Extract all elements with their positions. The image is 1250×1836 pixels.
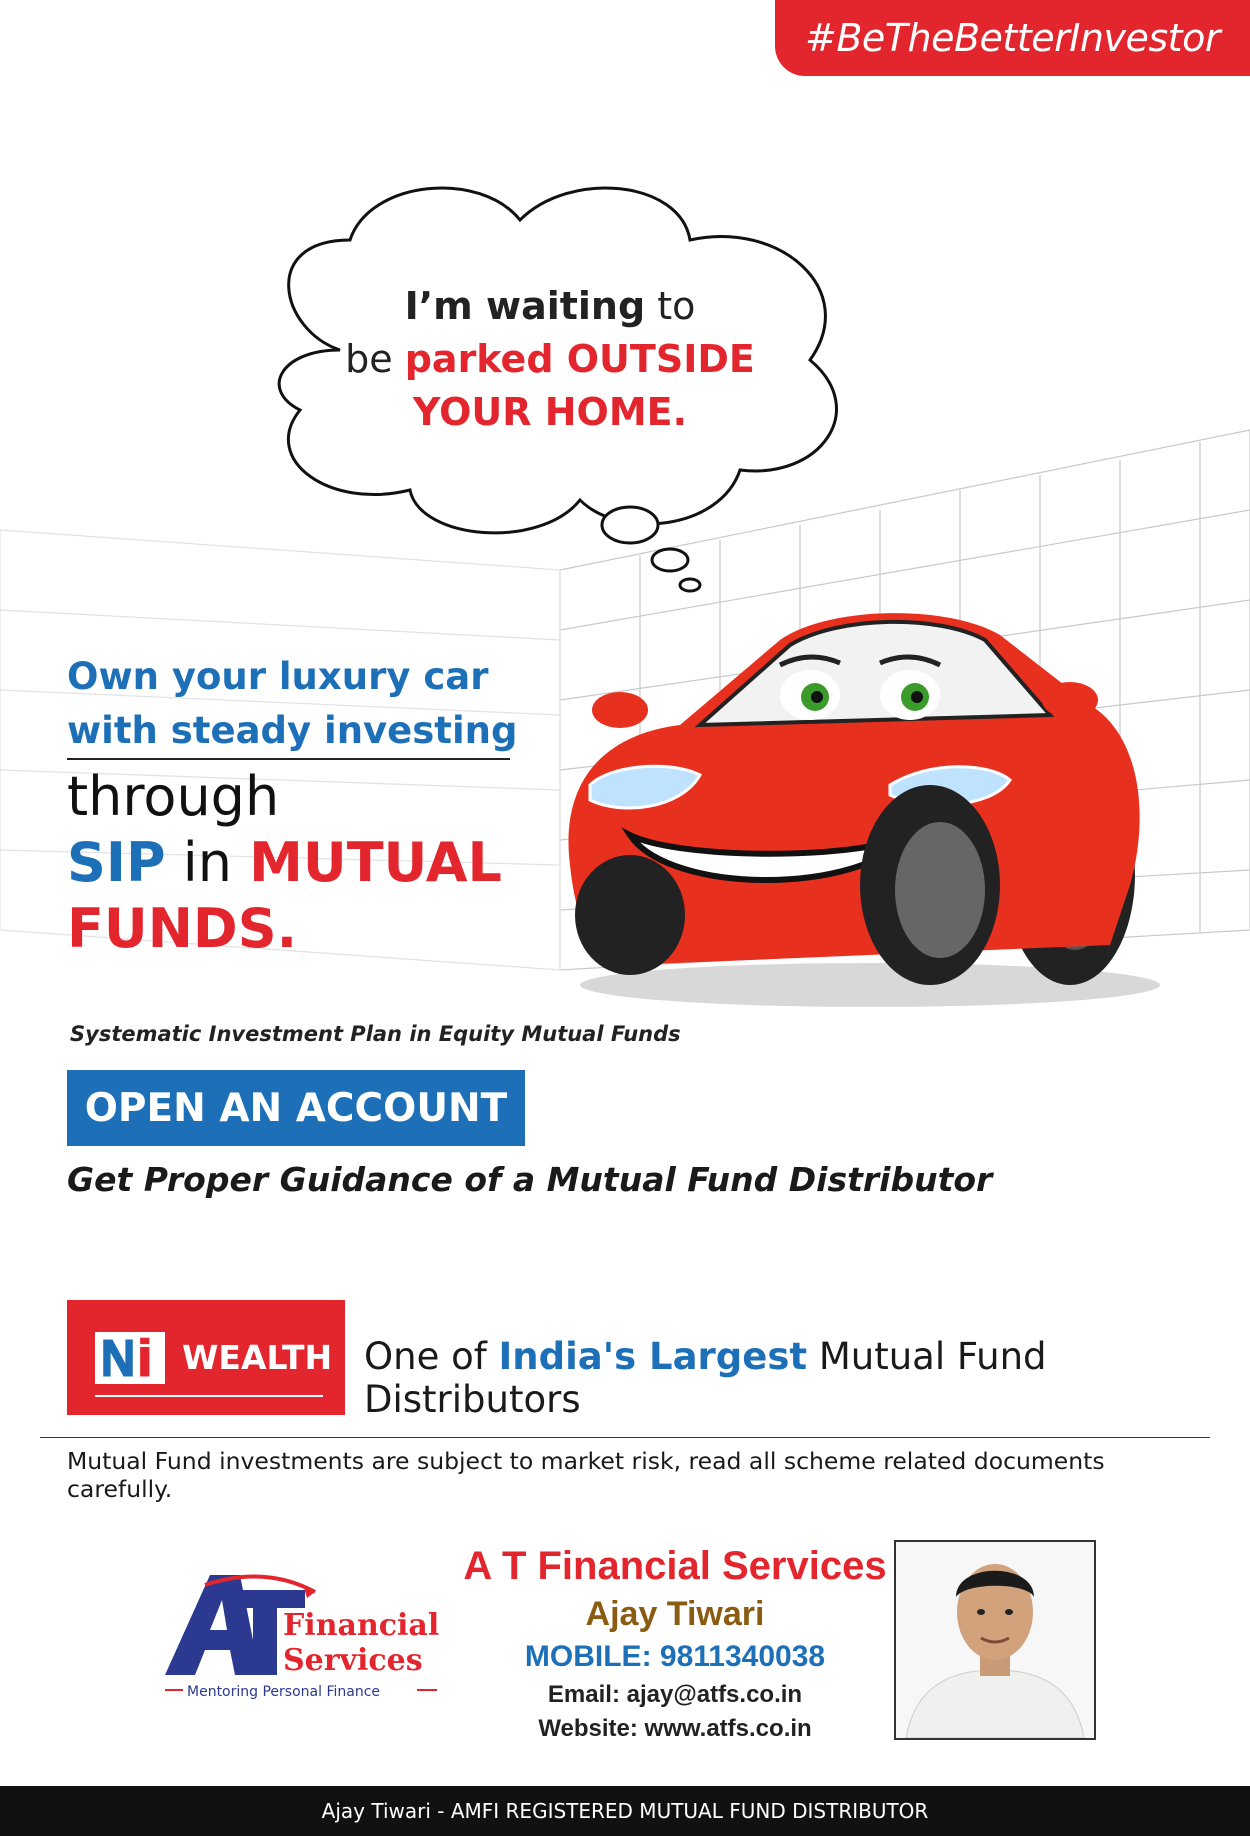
firm-name: A T Financial Services bbox=[463, 1544, 887, 1588]
person-name: Ajay Tiwari bbox=[585, 1595, 765, 1633]
nj-tag-highlight: India's Largest bbox=[498, 1335, 808, 1378]
bubble-to: to bbox=[645, 284, 696, 328]
person-portrait-icon bbox=[896, 1542, 1094, 1738]
bubble-parked: parked OUTSIDE bbox=[404, 337, 755, 381]
nj-wealth-logo bbox=[67, 1300, 345, 1415]
nj-underline bbox=[95, 1395, 323, 1397]
open-account-button[interactable]: OPEN AN ACCOUNT bbox=[67, 1070, 525, 1146]
sip-note: Systematic Investment Plan in Equity Mutual Funds bbox=[70, 1022, 681, 1046]
headline-line1: Own your luxury car bbox=[67, 655, 489, 698]
headline-mutual: MUTUAL bbox=[249, 831, 502, 894]
headline-divider bbox=[67, 758, 510, 760]
at-financial-services-logo bbox=[165, 1570, 450, 1710]
disclaimer-text: Mutual Fund investments are subject to market risk, read all scheme related documents carefully. bbox=[67, 1447, 1105, 1503]
headline-own-car bbox=[67, 650, 527, 758]
guidance-text: Get Proper Guidance of a Mutual Fund Distributor bbox=[67, 1160, 993, 1199]
headline-line2: with steady investing bbox=[67, 709, 518, 752]
nj-tag-start: One of bbox=[364, 1335, 499, 1378]
mobile-number[interactable]: MOBILE: 9811340038 bbox=[524, 1640, 826, 1673]
bubble-be: be bbox=[345, 337, 405, 381]
contact-block bbox=[460, 1540, 890, 1746]
nj-wealth-label: WEALTH bbox=[182, 1338, 333, 1377]
at-logo-services: Services bbox=[283, 1643, 423, 1678]
footer-bar: Ajay Tiwari - AMFI REGISTERED MUTUAL FUND DISTRIBUTOR bbox=[0, 1786, 1250, 1836]
at-logo-financial: Financial bbox=[283, 1608, 440, 1643]
headline-through: through bbox=[67, 765, 280, 828]
advisor-photo bbox=[894, 1540, 1096, 1740]
hashtag-banner: #BeTheBetterInvestor bbox=[775, 0, 1250, 76]
nj-tag-end: Mutual Fund Distributors bbox=[364, 1335, 1047, 1421]
headline-sip-line bbox=[67, 830, 502, 896]
bubble-home: YOUR HOME. bbox=[412, 390, 688, 434]
nj-tagline bbox=[364, 1335, 1250, 1421]
website-link[interactable]: Website: www.atfs.co.in bbox=[538, 1715, 812, 1742]
thought-bubble-text bbox=[300, 280, 800, 439]
email-address[interactable]: Email: ajay@atfs.co.in bbox=[547, 1681, 803, 1708]
disclaimer-divider bbox=[40, 1437, 1210, 1438]
headline-sip: SIP bbox=[67, 831, 166, 894]
at-logo-slogan: Mentoring Personal Finance bbox=[187, 1684, 380, 1700]
headline-in: in bbox=[165, 831, 250, 894]
cartoon-car-illustration bbox=[530, 585, 1180, 1015]
headline-funds: FUNDS. bbox=[67, 897, 298, 960]
nj-monogram-icon bbox=[95, 1332, 165, 1384]
bubble-waiting: I’m waiting bbox=[404, 284, 646, 328]
